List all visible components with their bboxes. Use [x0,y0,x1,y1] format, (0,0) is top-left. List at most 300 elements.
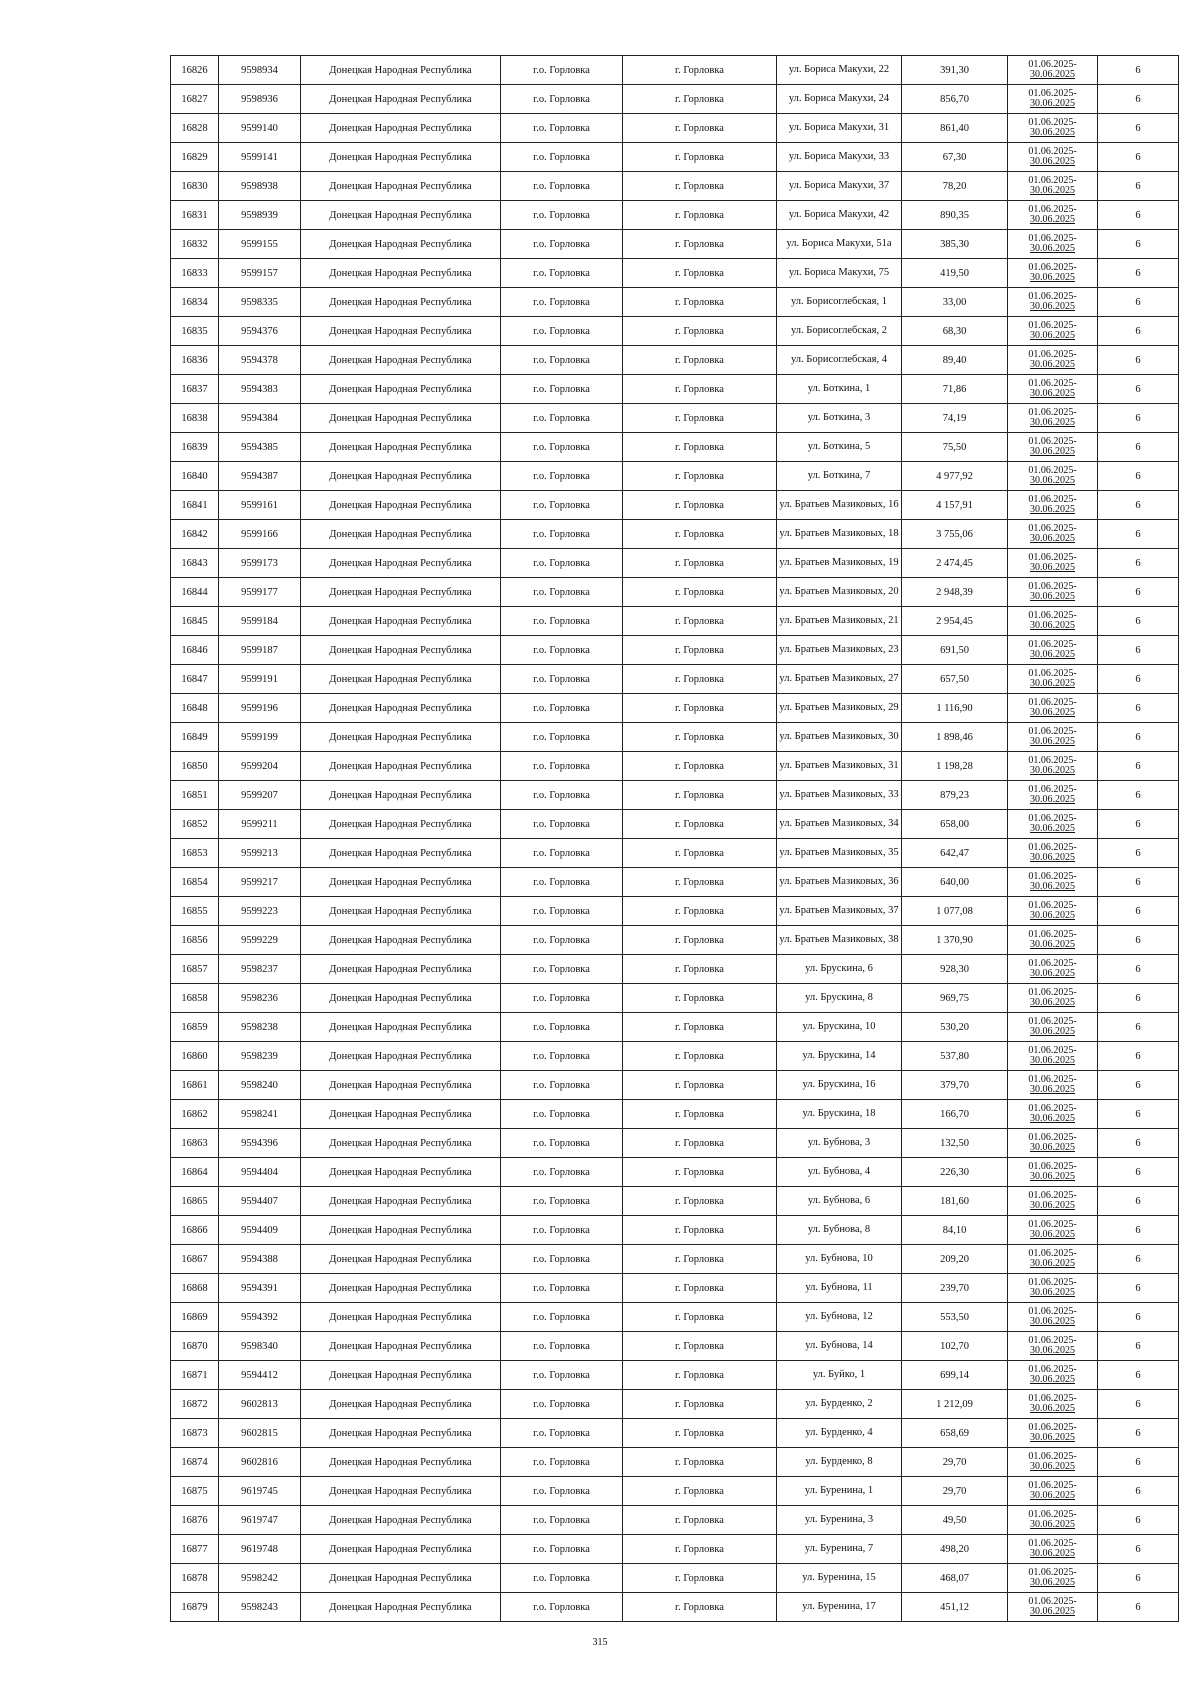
address-cell: ул. Братьев Мазиковых, 35 [777,839,902,868]
object-id-cell: 9599213 [219,839,301,868]
city-cell: г. Горловка [623,868,777,897]
period-end: 30.06.2025 [1030,1200,1075,1211]
address-cell: ул. Братьев Мазиковых, 36 [777,868,902,897]
code-cell: 6 [1098,462,1179,491]
table-row [171,868,1179,897]
district-cell: г.о. Горловка [501,1158,623,1187]
city-cell: г. Горловка [623,1448,777,1477]
period-cell [1008,955,1098,984]
city-cell: г. Горловка [623,375,777,404]
table-row [171,433,1179,462]
city-cell: г. Горловка [623,201,777,230]
table-row [171,1013,1179,1042]
period-start: 01.06.2025- [1028,320,1077,331]
period-end: 30.06.2025 [1030,243,1075,254]
code-cell: 6 [1098,1158,1179,1187]
city-cell: г. Горловка [623,1332,777,1361]
city-cell: г. Горловка [623,1390,777,1419]
code-cell: 6 [1098,114,1179,143]
district-cell: г.о. Горловка [501,1071,623,1100]
district-cell: г.о. Горловка [501,1129,623,1158]
district-cell: г.о. Горловка [501,1245,623,1274]
table-row [171,288,1179,317]
table-row [171,1448,1179,1477]
period-cell [1008,1158,1098,1187]
period-end: 30.06.2025 [1030,707,1075,718]
address-cell: ул. Бориса Макухи, 33 [777,143,902,172]
region-cell: Донецкая Народная Республика [301,665,501,694]
address-cell: ул. Борисоглебская, 2 [777,317,902,346]
period-end: 30.06.2025 [1030,823,1075,834]
period-end: 30.06.2025 [1030,272,1075,283]
period-cell [1008,926,1098,955]
address-cell: ул. Буйко, 1 [777,1361,902,1390]
row-number-cell: 16843 [171,549,219,578]
city-cell: г. Горловка [623,1506,777,1535]
period-cell [1008,1100,1098,1129]
city-cell: г. Горловка [623,172,777,201]
table-row [171,1187,1179,1216]
district-cell: г.о. Горловка [501,1477,623,1506]
city-cell: г. Горловка [623,1158,777,1187]
period-end: 30.06.2025 [1030,1229,1075,1240]
period-end: 30.06.2025 [1030,533,1075,544]
area-cell: 640,00 [902,868,1008,897]
object-id-cell: 9598236 [219,984,301,1013]
area-cell: 1 198,28 [902,752,1008,781]
city-cell: г. Горловка [623,1187,777,1216]
period-start: 01.06.2025- [1028,900,1077,911]
district-cell: г.о. Горловка [501,665,623,694]
area-cell: 75,50 [902,433,1008,462]
district-cell: г.о. Горловка [501,694,623,723]
row-number-cell: 16839 [171,433,219,462]
period-end: 30.06.2025 [1030,910,1075,921]
city-cell: г. Горловка [623,259,777,288]
table-row [171,1158,1179,1187]
period-start: 01.06.2025- [1028,668,1077,679]
region-cell: Донецкая Народная Республика [301,1390,501,1419]
table-row [171,56,1179,85]
address-cell: ул. Братьев Мазиковых, 38 [777,926,902,955]
row-number-cell: 16833 [171,259,219,288]
city-cell: г. Горловка [623,839,777,868]
period-end: 30.06.2025 [1030,1113,1075,1124]
district-cell: г.о. Горловка [501,491,623,520]
area-cell: 166,70 [902,1100,1008,1129]
period-cell [1008,1477,1098,1506]
region-cell: Донецкая Народная Республика [301,1216,501,1245]
object-id-cell: 9599191 [219,665,301,694]
period-end: 30.06.2025 [1030,1403,1075,1414]
code-cell: 6 [1098,1129,1179,1158]
table-row [171,201,1179,230]
period-start: 01.06.2025- [1028,1306,1077,1317]
code-cell: 6 [1098,1013,1179,1042]
region-cell: Донецкая Народная Республика [301,520,501,549]
period-end: 30.06.2025 [1030,98,1075,109]
code-cell: 6 [1098,172,1179,201]
address-cell: ул. Братьев Мазиковых, 21 [777,607,902,636]
table-row [171,1332,1179,1361]
row-number-cell: 16870 [171,1332,219,1361]
area-cell: 391,30 [902,56,1008,85]
address-cell: ул. Бурденко, 2 [777,1390,902,1419]
city-cell: г. Горловка [623,955,777,984]
district-cell: г.о. Горловка [501,1535,623,1564]
area-cell: 4 977,92 [902,462,1008,491]
district-cell: г.о. Горловка [501,868,623,897]
period-start: 01.06.2025- [1028,378,1077,389]
table-row [171,1535,1179,1564]
row-number-cell: 16857 [171,955,219,984]
district-cell: г.о. Горловка [501,201,623,230]
area-cell: 2 954,45 [902,607,1008,636]
area-cell: 84,10 [902,1216,1008,1245]
area-cell: 209,20 [902,1245,1008,1274]
region-cell: Донецкая Народная Республика [301,172,501,201]
object-id-cell: 9599217 [219,868,301,897]
object-id-cell: 9599157 [219,259,301,288]
address-cell: ул. Бубнова, 11 [777,1274,902,1303]
city-cell: г. Горловка [623,549,777,578]
period-start: 01.06.2025- [1028,726,1077,737]
district-cell: г.о. Горловка [501,636,623,665]
object-id-cell: 9599196 [219,694,301,723]
region-cell: Донецкая Народная Республика [301,1187,501,1216]
region-cell: Донецкая Народная Республика [301,85,501,114]
city-cell: г. Горловка [623,56,777,85]
address-cell: ул. Брускина, 14 [777,1042,902,1071]
city-cell: г. Горловка [623,491,777,520]
period-cell [1008,1506,1098,1535]
district-cell: г.о. Горловка [501,1100,623,1129]
code-cell: 6 [1098,694,1179,723]
region-cell: Донецкая Народная Республика [301,897,501,926]
area-cell: 379,70 [902,1071,1008,1100]
region-cell: Донецкая Народная Республика [301,1535,501,1564]
code-cell: 6 [1098,404,1179,433]
address-cell: ул. Братьев Мазиковых, 31 [777,752,902,781]
area-cell: 1 116,90 [902,694,1008,723]
district-cell: г.о. Горловка [501,404,623,433]
period-cell [1008,317,1098,346]
table-row [171,926,1179,955]
district-cell: г.о. Горловка [501,375,623,404]
object-id-cell: 9598340 [219,1332,301,1361]
region-cell: Донецкая Народная Республика [301,752,501,781]
period-cell [1008,781,1098,810]
row-number-cell: 16849 [171,723,219,752]
region-cell: Донецкая Народная Республика [301,433,501,462]
row-number-cell: 16877 [171,1535,219,1564]
table-row [171,636,1179,665]
code-cell: 6 [1098,1593,1179,1622]
object-id-cell: 9594383 [219,375,301,404]
object-id-cell: 9599229 [219,926,301,955]
object-id-cell: 9599199 [219,723,301,752]
period-start: 01.06.2025- [1028,1103,1077,1114]
region-cell: Донецкая Народная Республика [301,375,501,404]
address-cell: ул. Буренина, 3 [777,1506,902,1535]
period-end: 30.06.2025 [1030,620,1075,631]
period-start: 01.06.2025- [1028,1074,1077,1085]
period-cell [1008,1071,1098,1100]
period-end: 30.06.2025 [1030,1461,1075,1472]
area-cell: 78,20 [902,172,1008,201]
period-end: 30.06.2025 [1030,1374,1075,1385]
region-cell: Донецкая Народная Республика [301,1477,501,1506]
region-cell: Донецкая Народная Республика [301,1564,501,1593]
period-start: 01.06.2025- [1028,1393,1077,1404]
table-row [171,317,1179,346]
region-cell: Донецкая Народная Республика [301,1303,501,1332]
city-cell: г. Горловка [623,114,777,143]
table-row [171,752,1179,781]
period-end: 30.06.2025 [1030,1084,1075,1095]
address-cell: ул. Бориса Макухи, 37 [777,172,902,201]
period-cell [1008,810,1098,839]
period-start: 01.06.2025- [1028,262,1077,273]
city-cell: г. Горловка [623,1245,777,1274]
address-cell: ул. Боткина, 3 [777,404,902,433]
row-number-cell: 16863 [171,1129,219,1158]
period-end: 30.06.2025 [1030,997,1075,1008]
period-start: 01.06.2025- [1028,436,1077,447]
period-end: 30.06.2025 [1030,504,1075,515]
row-number-cell: 16858 [171,984,219,1013]
code-cell: 6 [1098,781,1179,810]
address-cell: ул. Бориса Макухи, 22 [777,56,902,85]
period-start: 01.06.2025- [1028,987,1077,998]
table-row [171,404,1179,433]
area-cell: 132,50 [902,1129,1008,1158]
area-cell: 385,30 [902,230,1008,259]
row-number-cell: 16879 [171,1593,219,1622]
table-row [171,549,1179,578]
address-cell: ул. Бубнова, 10 [777,1245,902,1274]
period-end: 30.06.2025 [1030,330,1075,341]
city-cell: г. Горловка [623,143,777,172]
address-cell: ул. Братьев Мазиковых, 16 [777,491,902,520]
period-end: 30.06.2025 [1030,1490,1075,1501]
period-end: 30.06.2025 [1030,765,1075,776]
object-id-cell: 9598939 [219,201,301,230]
period-start: 01.06.2025- [1028,465,1077,476]
district-cell: г.о. Горловка [501,143,623,172]
period-cell [1008,578,1098,607]
table-row [171,1100,1179,1129]
city-cell: г. Горловка [623,404,777,433]
period-end: 30.06.2025 [1030,156,1075,167]
region-cell: Донецкая Народная Республика [301,1593,501,1622]
region-cell: Донецкая Народная Республика [301,230,501,259]
address-cell: ул. Братьев Мазиковых, 27 [777,665,902,694]
area-cell: 89,40 [902,346,1008,375]
city-cell: г. Горловка [623,665,777,694]
period-cell [1008,172,1098,201]
region-cell: Донецкая Народная Республика [301,259,501,288]
area-cell: 451,12 [902,1593,1008,1622]
region-cell: Донецкая Народная Республика [301,201,501,230]
address-cell: ул. Брускина, 10 [777,1013,902,1042]
area-cell: 4 157,91 [902,491,1008,520]
period-cell [1008,288,1098,317]
region-cell: Донецкая Народная Республика [301,56,501,85]
code-cell: 6 [1098,1361,1179,1390]
area-cell: 49,50 [902,1506,1008,1535]
area-cell: 890,35 [902,201,1008,230]
period-start: 01.06.2025- [1028,1016,1077,1027]
address-cell: ул. Бубнова, 3 [777,1129,902,1158]
city-cell: г. Горловка [623,1419,777,1448]
period-cell [1008,1564,1098,1593]
period-end: 30.06.2025 [1030,69,1075,80]
object-id-cell: 9602816 [219,1448,301,1477]
period-cell [1008,259,1098,288]
code-cell: 6 [1098,1071,1179,1100]
object-id-cell: 9594396 [219,1129,301,1158]
row-number-cell: 16862 [171,1100,219,1129]
period-start: 01.06.2025- [1028,1538,1077,1549]
area-cell: 1 370,90 [902,926,1008,955]
code-cell: 6 [1098,578,1179,607]
code-cell: 6 [1098,433,1179,462]
code-cell: 6 [1098,520,1179,549]
city-cell: г. Горловка [623,230,777,259]
table-row [171,1361,1179,1390]
period-end: 30.06.2025 [1030,794,1075,805]
district-cell: г.о. Горловка [501,172,623,201]
area-cell: 657,50 [902,665,1008,694]
period-cell [1008,1216,1098,1245]
region-cell: Донецкая Народная Республика [301,462,501,491]
row-number-cell: 16867 [171,1245,219,1274]
object-id-cell: 9598934 [219,56,301,85]
row-number-cell: 16866 [171,1216,219,1245]
period-start: 01.06.2025- [1028,523,1077,534]
period-end: 30.06.2025 [1030,1519,1075,1530]
city-cell: г. Горловка [623,433,777,462]
city-cell: г. Горловка [623,1216,777,1245]
period-start: 01.06.2025- [1028,175,1077,186]
district-cell: г.о. Горловка [501,839,623,868]
period-end: 30.06.2025 [1030,1287,1075,1298]
region-cell: Донецкая Народная Республика [301,984,501,1013]
period-cell [1008,230,1098,259]
period-end: 30.06.2025 [1030,736,1075,747]
address-cell: ул. Боткина, 1 [777,375,902,404]
period-start: 01.06.2025- [1028,958,1077,969]
row-number-cell: 16852 [171,810,219,839]
region-cell: Донецкая Народная Республика [301,114,501,143]
row-number-cell: 16878 [171,1564,219,1593]
period-end: 30.06.2025 [1030,649,1075,660]
object-id-cell: 9599184 [219,607,301,636]
table-row [171,723,1179,752]
code-cell: 6 [1098,1332,1179,1361]
period-cell [1008,375,1098,404]
region-cell: Донецкая Народная Республика [301,868,501,897]
row-number-cell: 16845 [171,607,219,636]
district-cell: г.о. Горловка [501,1042,623,1071]
region-cell: Донецкая Народная Республика [301,926,501,955]
period-cell [1008,752,1098,781]
district-cell: г.о. Горловка [501,114,623,143]
code-cell: 6 [1098,259,1179,288]
period-start: 01.06.2025- [1028,871,1077,882]
object-id-cell: 9599177 [219,578,301,607]
table-row [171,259,1179,288]
area-cell: 498,20 [902,1535,1008,1564]
table-row [171,172,1179,201]
code-cell: 6 [1098,1187,1179,1216]
period-start: 01.06.2025- [1028,1422,1077,1433]
code-cell: 6 [1098,752,1179,781]
city-cell: г. Горловка [623,723,777,752]
city-cell: г. Горловка [623,781,777,810]
period-start: 01.06.2025- [1028,755,1077,766]
city-cell: г. Горловка [623,1593,777,1622]
region-cell: Донецкая Народная Республика [301,1042,501,1071]
period-start: 01.06.2025- [1028,494,1077,505]
period-start: 01.06.2025- [1028,1219,1077,1230]
table-row [171,491,1179,520]
address-cell: ул. Бориса Макухи, 51а [777,230,902,259]
period-end: 30.06.2025 [1030,1142,1075,1153]
object-id-cell: 9598237 [219,955,301,984]
period-cell [1008,607,1098,636]
row-number-cell: 16844 [171,578,219,607]
code-cell: 6 [1098,85,1179,114]
address-cell: ул. Брускина, 16 [777,1071,902,1100]
object-id-cell: 9594388 [219,1245,301,1274]
period-start: 01.06.2025- [1028,697,1077,708]
area-cell: 537,80 [902,1042,1008,1071]
row-number-cell: 16834 [171,288,219,317]
region-cell: Донецкая Народная Республика [301,636,501,665]
address-cell: ул. Буренина, 17 [777,1593,902,1622]
region-cell: Донецкая Народная Республика [301,404,501,433]
area-cell: 71,86 [902,375,1008,404]
code-cell: 6 [1098,56,1179,85]
code-cell: 6 [1098,810,1179,839]
period-cell [1008,114,1098,143]
table-row [171,955,1179,984]
city-cell: г. Горловка [623,1274,777,1303]
object-id-cell: 9594412 [219,1361,301,1390]
period-start: 01.06.2025- [1028,291,1077,302]
period-end: 30.06.2025 [1030,1548,1075,1559]
address-cell: ул. Братьев Мазиковых, 19 [777,549,902,578]
district-cell: г.о. Горловка [501,984,623,1013]
code-cell: 6 [1098,288,1179,317]
code-cell: 6 [1098,1274,1179,1303]
region-cell: Донецкая Народная Республика [301,1361,501,1390]
area-cell: 67,30 [902,143,1008,172]
period-end: 30.06.2025 [1030,214,1075,225]
area-cell: 3 755,06 [902,520,1008,549]
district-cell: г.о. Горловка [501,1419,623,1448]
period-cell [1008,636,1098,665]
city-cell: г. Горловка [623,1477,777,1506]
city-cell: г. Горловка [623,1042,777,1071]
period-end: 30.06.2025 [1030,475,1075,486]
region-cell: Донецкая Народная Республика [301,694,501,723]
period-cell [1008,491,1098,520]
district-cell: г.о. Горловка [501,317,623,346]
period-end: 30.06.2025 [1030,417,1075,428]
